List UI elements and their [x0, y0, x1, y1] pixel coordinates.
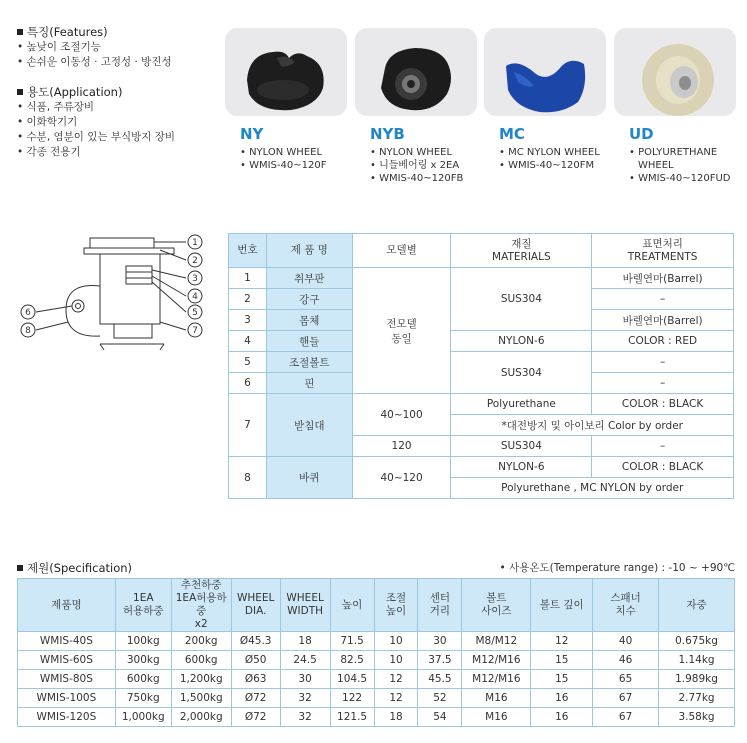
- spec-col-header: 스패너 치수: [593, 579, 659, 632]
- spec-cell: 32: [280, 708, 330, 727]
- spec-cell: 10: [374, 632, 418, 651]
- spec-cell: M12/M16: [462, 670, 531, 689]
- features-list: [17, 40, 172, 70]
- spec-col-header: 1EA 허용하중: [115, 579, 171, 632]
- table-row: 7 받침대 40~100 Polyurethane COLOR : BLACK: [229, 394, 734, 415]
- application-item: • 각종 전용기: [17, 145, 175, 160]
- spec-cell: 18: [280, 632, 330, 651]
- table-row: 3 몸체 바렐연마(Barrel): [229, 310, 734, 331]
- spec-cell: 300kg: [115, 651, 171, 670]
- wheel-code-nyb: NYB: [370, 125, 405, 143]
- spec-cell: 1,000kg: [115, 708, 171, 727]
- spec-cell: 104.5: [330, 670, 374, 689]
- spec-cell: 45.5: [418, 670, 462, 689]
- mc-nylon-wheel-image: [484, 28, 606, 116]
- spec-cell: 122: [330, 689, 374, 708]
- spec-col-header: WHEEL DIA.: [231, 579, 280, 632]
- wheel-code-ny: NY: [240, 125, 264, 143]
- spec-cell: 12: [531, 632, 593, 651]
- spec-cell: 40: [593, 632, 659, 651]
- spec-cell: 15: [531, 670, 593, 689]
- spec-col-header: 조절 높이: [374, 579, 418, 632]
- spec-cell: 12: [374, 670, 418, 689]
- spec-col-header: 볼트 사이즈: [462, 579, 531, 632]
- col-no: 번호: [229, 234, 267, 268]
- spec-cell: M12/M16: [462, 651, 531, 670]
- spec-header-row: [18, 579, 735, 632]
- spec-cell: 1.14kg: [659, 651, 735, 670]
- application-list: [17, 100, 175, 160]
- table-row: 6 핀 –: [229, 373, 734, 394]
- spec-cell: 18: [374, 708, 418, 727]
- wheel-spec-line: • WMIS-40~120FB: [370, 172, 463, 185]
- spec-cell: 100kg: [115, 632, 171, 651]
- wheel-card-ud: [614, 28, 736, 116]
- spec-cell: Ø72: [231, 689, 280, 708]
- wheel-spec-line: • WMIS-40~120F: [240, 159, 326, 172]
- wheel-code-mc: MC: [499, 125, 525, 143]
- spec-cell: 1.989kg: [659, 670, 735, 689]
- spec-col-header: 자중: [659, 579, 735, 632]
- spec-cell: 16: [531, 689, 593, 708]
- model-cell: WMIS-100S: [18, 689, 116, 708]
- spec-cell: 71.5: [330, 632, 374, 651]
- spec-col-header: 높이: [330, 579, 374, 632]
- callout-5: 5: [192, 308, 198, 318]
- table-row: *대전방지 및 아이보리 Color by order: [229, 415, 734, 436]
- callout-7: 7: [192, 326, 198, 336]
- wheel-spec-line: • MC NYLON WHEEL: [499, 146, 600, 159]
- spec-cell: 52: [418, 689, 462, 708]
- application-section: [17, 84, 175, 160]
- temperature-range: • 사용온도(Temperature range) : -10 ~ +90℃: [499, 562, 735, 574]
- spec-col-header: 추천하중 1EA허용하중 x2: [171, 579, 231, 632]
- spec-cell: 3.58kg: [659, 708, 735, 727]
- spec-cell: 121.5: [330, 708, 374, 727]
- spec-cell: 10: [374, 651, 418, 670]
- wheel-card-ny: [225, 28, 347, 116]
- features-section: [17, 24, 172, 70]
- spec-cell: 2.77kg: [659, 689, 735, 708]
- nylon-wheel-image: [225, 28, 347, 116]
- parts-header-row: [229, 234, 734, 268]
- spec-cell: Ø72: [231, 708, 280, 727]
- wheel-spec-line: • WMIS-40~120FUD: [629, 172, 730, 185]
- callout-4: 4: [192, 292, 198, 302]
- features-title: 특징(Features): [17, 24, 172, 40]
- spec-cell: 12: [374, 689, 418, 708]
- spec-cell: 30: [418, 632, 462, 651]
- spec-cell: 2,000kg: [171, 708, 231, 727]
- parts-table: [228, 233, 734, 499]
- application-item: • 식품, 주류장비: [17, 100, 175, 115]
- spec-cell: 600kg: [171, 651, 231, 670]
- table-row: [18, 651, 735, 670]
- table-row: 8 바퀴 40~120 NYLON-6 COLOR : BLACK: [229, 457, 734, 478]
- table-row: [18, 689, 735, 708]
- spec-col-header: 볼트 깊이: [531, 579, 593, 632]
- spec-cell: 0.675kg: [659, 632, 735, 651]
- spec-cell: 82.5: [330, 651, 374, 670]
- spec-cell: 32: [280, 689, 330, 708]
- spec-cell: M8/M12: [462, 632, 531, 651]
- wheel-spec-line: • NYLON WHEEL: [240, 146, 326, 159]
- table-row: 5 조절볼트 SUS304 –: [229, 352, 734, 373]
- spec-col-header: 제품명: [18, 579, 116, 632]
- spec-cell: Ø50: [231, 651, 280, 670]
- wheel-spec-list-ny: [240, 146, 326, 172]
- model-all-cell: 전모델 동일: [352, 268, 451, 394]
- wheel-spec-line: • POLYURETHANE: [629, 146, 730, 159]
- spec-col-header: WHEEL WIDTH: [280, 579, 330, 632]
- application-title: 용도(Application): [17, 84, 175, 100]
- table-row: 4 핸들 NYLON-6 COLOR : RED: [229, 331, 734, 352]
- spec-cell: Ø45.3: [231, 632, 280, 651]
- callout-6: 6: [25, 308, 31, 318]
- nylon-bearing-wheel-image: [355, 28, 477, 116]
- spec-col-header: 센터 거리: [418, 579, 462, 632]
- spec-cell: 65: [593, 670, 659, 689]
- application-item: • 이화학기기: [17, 115, 175, 130]
- spec-cell: 37.5: [418, 651, 462, 670]
- wheel-spec-line: • 니들베어링 x 2EA: [370, 159, 463, 172]
- polyurethane-wheel-image: [614, 28, 736, 116]
- spec-cell: 46: [593, 651, 659, 670]
- callout-3: 3: [192, 274, 198, 284]
- caster-diagram: [14, 226, 210, 366]
- table-row: [18, 708, 735, 727]
- feature-item: • 높낮이 조절기능: [17, 40, 172, 55]
- spec-table: [17, 578, 735, 727]
- wheel-code-ud: UD: [629, 125, 654, 143]
- wheel-spec-line: • NYLON WHEEL: [370, 146, 463, 159]
- spec-cell: 1,200kg: [171, 670, 231, 689]
- wheel-spec-line: WHEEL: [638, 160, 674, 171]
- col-materials: 재질 MATERIALS: [451, 234, 592, 268]
- spec-cell: 67: [593, 708, 659, 727]
- col-model: 모델별: [352, 234, 451, 268]
- spec-cell: 67: [593, 689, 659, 708]
- callout-8: 8: [25, 326, 31, 336]
- table-row: 120 SUS304 –: [229, 436, 734, 457]
- model-cell: WMIS-120S: [18, 708, 116, 727]
- spec-cell: 1,500kg: [171, 689, 231, 708]
- col-treatments: 표면처리 TREATMENTS: [592, 234, 734, 268]
- table-row: 1 취부판 전모델 동일 SUS304 바렐연마(Barrel): [229, 268, 734, 289]
- wheel-spec-list-ud: [629, 146, 730, 185]
- spec-cell: 24.5: [280, 651, 330, 670]
- callout-2: 2: [192, 256, 198, 266]
- model-cell: WMIS-60S: [18, 651, 116, 670]
- spec-cell: 200kg: [171, 632, 231, 651]
- wheel-card-nyb: [355, 28, 477, 116]
- application-item: • 수분, 염분이 있는 부식방지 장비: [17, 130, 175, 145]
- spec-cell: 54: [418, 708, 462, 727]
- table-row: 2 강구 –: [229, 289, 734, 310]
- spec-title: 제원(Specification): [17, 560, 132, 576]
- spec-cell: 750kg: [115, 689, 171, 708]
- model-cell: WMIS-80S: [18, 670, 116, 689]
- spec-cell: 30: [280, 670, 330, 689]
- wheel-spec-list-nyb: [370, 146, 463, 185]
- model-cell: WMIS-40S: [18, 632, 116, 651]
- table-row: [18, 670, 735, 689]
- callout-1: 1: [192, 238, 198, 248]
- spec-cell: M16: [462, 689, 531, 708]
- col-name: 제 품 명: [266, 234, 352, 268]
- spec-cell: 15: [531, 651, 593, 670]
- spec-cell: Ø63: [231, 670, 280, 689]
- feature-item: • 손쉬운 이동성 · 고정성 · 방진성: [17, 55, 172, 70]
- wheel-spec-line: • WMIS-40~120FM: [499, 159, 600, 172]
- table-row: [18, 632, 735, 651]
- table-row: Polyurethane , MC NYLON by order: [229, 478, 734, 499]
- wheel-card-mc: [484, 28, 606, 116]
- spec-cell: M16: [462, 708, 531, 727]
- spec-cell: 600kg: [115, 670, 171, 689]
- spec-cell: 16: [531, 708, 593, 727]
- wheel-spec-list-mc: [499, 146, 600, 172]
